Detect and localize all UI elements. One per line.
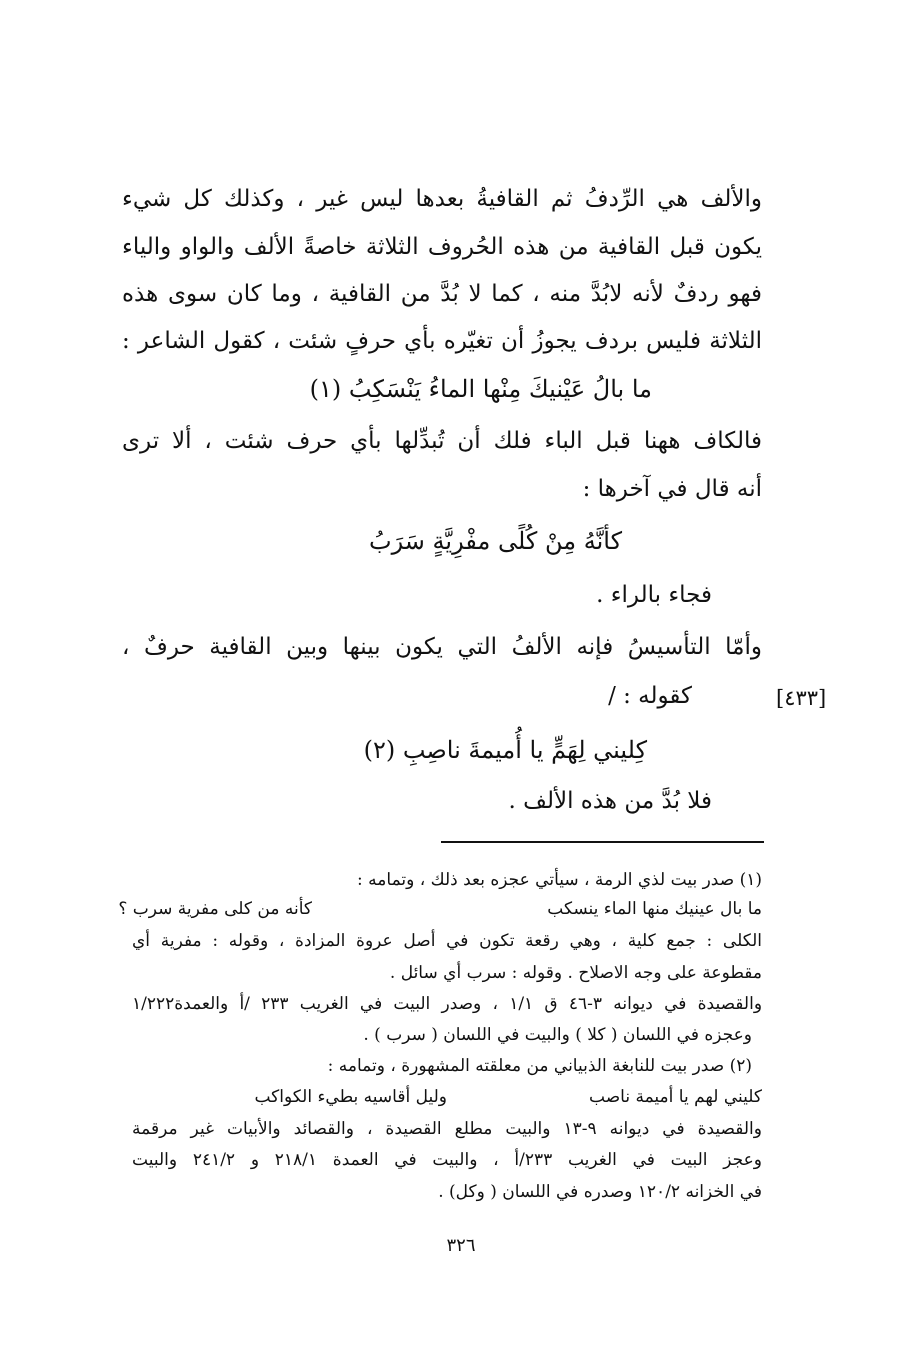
body-line: فهو ردفٌ لأنه لابُدَّ منه ، كما لا بُدَّ من القافية ، وما كان سوى هذه — [122, 281, 762, 307]
body-line: فلا بُدَّ من هذه الألف . — [508, 788, 712, 814]
verse-line: كأنَّهُ مِنْ كُلًى مفْرِيَّةٍ سَرَبُ — [368, 527, 622, 555]
footnote-line: في الخزانه ١٢٠/٢ وصدره في اللسان ( وكل) . — [438, 1182, 762, 1202]
body-line: فالكاف ههنا قبل الباء فلك أن تُبدِّلها بأي حرف شئت ، ألا ترى — [122, 428, 762, 454]
body-line: أنه قال في آخرها : — [582, 476, 762, 502]
footnote-line: (١) صدر بيت لذي الرمة ، سيأتي عجزه بعد ذلك ، وتمامه : — [357, 870, 762, 890]
footnote-verse-hemistich: كليني لهم يا أميمة ناصب — [589, 1087, 762, 1107]
footnote-line: (٢) صدر بيت للنابغة الذبياني من معلقته المشهورة ، وتمامه : — [327, 1056, 752, 1076]
footnote-line: وعجز البيت في الغريب ٢٣٣/أ ، والبيت في العمدة ٢١٨/١ و ٢٤١/٢ والبيت — [132, 1150, 762, 1170]
footnote-line: والقصيدة في ديوانه ٩-١٣ والبيت مطلع القصيدة ، والقصائد والأبيات غير مرقمة — [132, 1119, 762, 1139]
footnote-line: الكلى : جمع كلية ، وهي رقعة تكون في أصل عروة المزادة ، وقوله : مفرية أي — [132, 931, 762, 951]
body-line: والألف هي الرِّدفُ ثم القافيةُ بعدها ليس غير ، وكذلك كل شيء — [122, 186, 762, 212]
footnote-verse-hemistich: ما بال عينيك منها الماء ينسكب — [547, 899, 762, 919]
footnote-line: والقصيدة في ديوانه ٣-٤٦ ق ١/١ ، وصدر البيت في الغريب ٢٣٣ /أ والعمدة١/٢٢٢ — [132, 994, 763, 1014]
body-line: وأمّا التأسيسُ فإنه الألفُ التي يكون بينها وبين القافية حرفٌ ، — [122, 634, 762, 660]
verse-line: كِليني لِهَمٍّ يا أُميمةَ ناصِبِ (٢) — [363, 736, 647, 764]
footnote-verse-hemistich: وليل أقاسيه بطيء الكواكب — [254, 1087, 447, 1107]
footnote-verse-hemistich: كأنه من كلى مفرية سرب ؟ — [118, 899, 312, 919]
margin-reference: [٤٣٣] — [776, 686, 827, 710]
footnote-divider — [441, 841, 764, 843]
page-number: ٣٢٦ — [446, 1235, 476, 1256]
body-line: يكون قبل القافية من هذه الحُروف الثلاثة خاصةً الألف والواو والياء — [122, 234, 762, 260]
verse-line: ما بالُ عَيْنيكَ مِنْها الماءُ يَنْسَكِبُ (١) — [309, 375, 652, 403]
body-line: الثلاثة فليس بردف يجوزُ أن تغيّره بأي حرفٍ شئت ، كقول الشاعر : — [122, 328, 762, 354]
footnote-line: مقطوعة على وجه الاصلاح . وقوله : سرب أي سائل . — [389, 963, 762, 983]
body-line: فجاء بالراء . — [596, 582, 712, 608]
body-line: كقوله : / — [608, 683, 692, 709]
footnote-line: وعجزه في اللسان ( كلا ) والبيت في اللسان ( سرب ) . — [363, 1025, 752, 1045]
